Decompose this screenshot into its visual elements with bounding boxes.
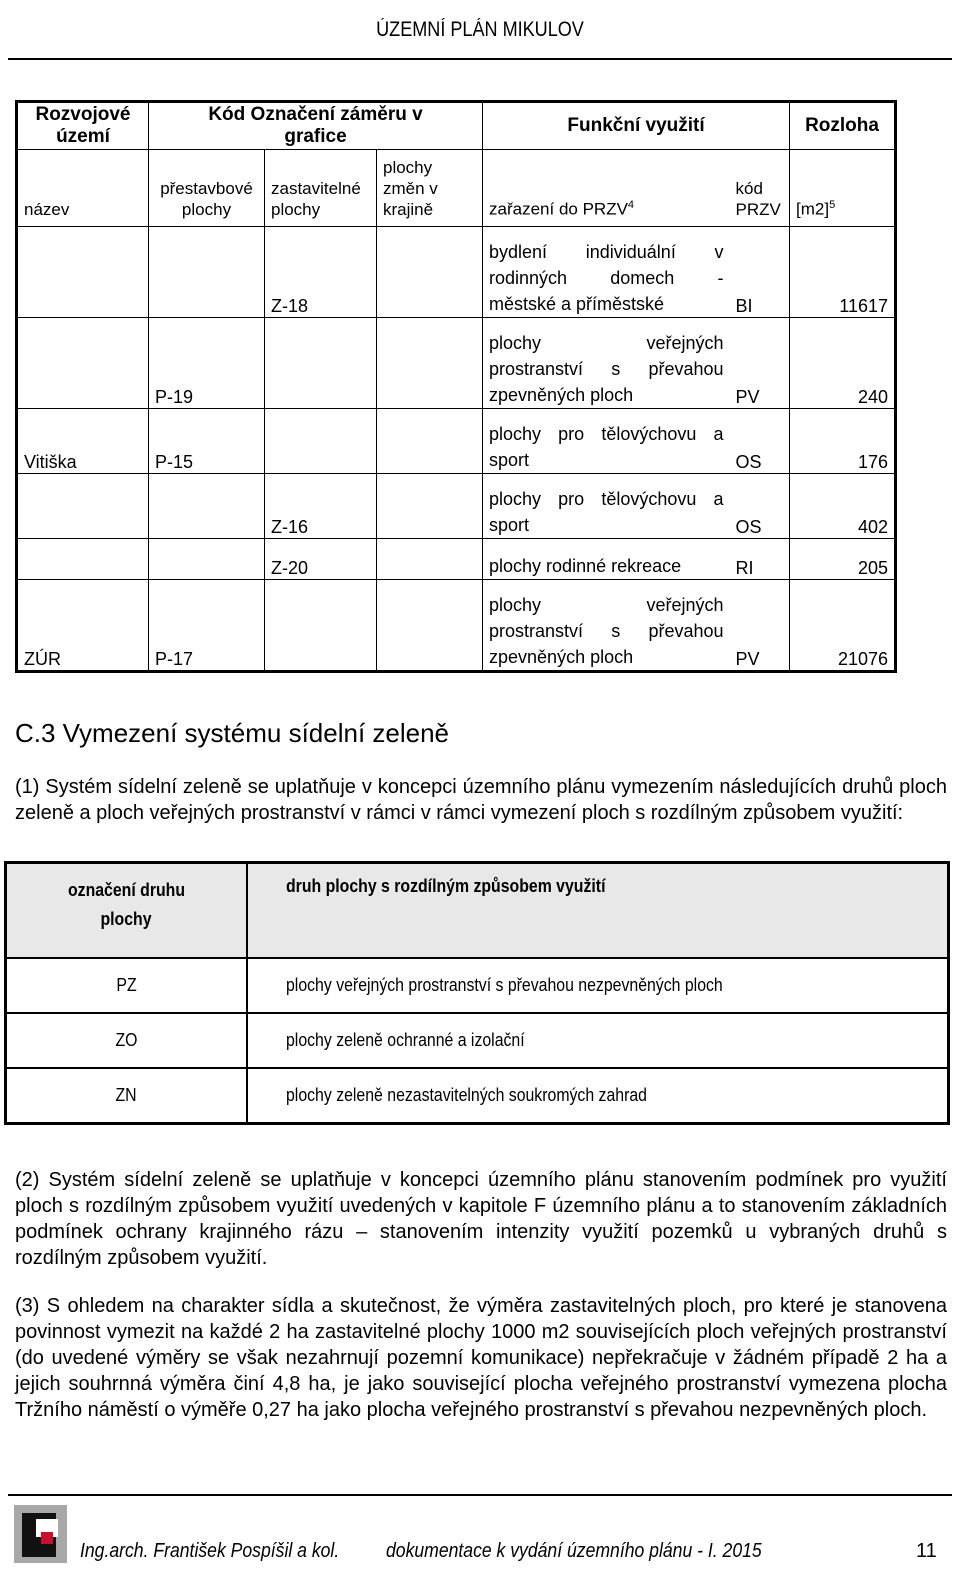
cell-plochy-zmen: [377, 409, 483, 474]
cell-zastavitelne: [265, 409, 377, 474]
t2-head-code-line1: označení druhu: [67, 880, 185, 900]
greenery-types-table: [4, 861, 950, 1125]
funkcni-line: rodinných domech -: [489, 268, 724, 288]
m2-label: [m2]: [796, 200, 830, 219]
cell-description: [247, 1013, 949, 1068]
cell-kod-przv: PV: [730, 580, 790, 672]
col-head-funkcni: Funkční využití: [483, 102, 790, 150]
cell-kod-przv: RI: [730, 539, 790, 580]
page-number: 11: [916, 1540, 937, 1562]
sub-head-kod-przv: kód PRZV: [730, 150, 790, 227]
funkcni-line: městské a příměstské: [489, 294, 665, 314]
cell-zastavitelne: [265, 318, 377, 409]
cell-plochy-zmen: [377, 580, 483, 672]
cell-kod-przv: OS: [730, 409, 790, 474]
company-logo: [14, 1505, 67, 1563]
page-header: ÚZEMNÍ PLÁN MIKULOV: [376, 18, 584, 41]
footer-author: Ing.arch. František Pospíšil a kol.: [80, 1540, 340, 1562]
cell-rozloha: 176: [790, 409, 896, 474]
code-label: ZN: [115, 1085, 137, 1105]
cell-prestavbove: P-19: [149, 318, 265, 409]
funkcni-line: prostranství s převahou: [489, 621, 724, 641]
cell-funkcni: [483, 318, 730, 409]
funkcni-line: plochy veřejných: [489, 595, 724, 615]
cell-zastavitelne: Z-18: [265, 227, 377, 318]
t2-head-desc-label: druh plochy s rozdílným způsobem využití: [285, 876, 605, 896]
t2-head-code: [6, 863, 247, 959]
paragraph-2: (2) Systém sídelní zeleně se uplatňuje v koncepci územního plánu stanovením podmínek pro využití ploch s rozdílným způsobem využití uvedených v kapitole F územního plánu a to stanovením základních podmínek ochrany krajinného rázu – stanovením intenzity využití pozemků u vybraných druhů s rozdílným způsobem využití.: [15, 1169, 947, 1269]
cell-plochy-zmen: [377, 318, 483, 409]
cell-nazev: Vitiška: [17, 409, 149, 474]
funkcni-line: sport: [489, 450, 530, 470]
description-label: plochy zeleně nezastavitelných soukromých zahrad: [285, 1085, 647, 1105]
cell-description: [247, 958, 949, 1013]
cell-kod-przv: OS: [730, 474, 790, 539]
cell-plochy-zmen: [377, 474, 483, 539]
table-row: [6, 1013, 949, 1068]
development-areas-table: [15, 100, 897, 673]
cell-description: [247, 1068, 949, 1124]
m2-footnote: 5: [829, 199, 836, 212]
cell-zastavitelne: [265, 580, 377, 672]
header-divider: [8, 58, 952, 60]
table-row: [6, 1068, 949, 1124]
cell-funkcni: [483, 580, 730, 672]
table-row: [17, 539, 896, 580]
sub-head-plochy-zmen: plochy změn v krajině: [377, 150, 483, 227]
cell-nazev: ZÚR: [17, 580, 149, 672]
cell-rozloha: 205: [790, 539, 896, 580]
cell-funkcni: [483, 227, 730, 318]
funkcni-line: plochy pro tělovýchovu a: [489, 489, 724, 509]
funkcni-line: sport: [489, 515, 530, 535]
table-row: [17, 474, 896, 539]
sub-head-m2: [790, 150, 896, 227]
table-row: [17, 318, 896, 409]
funkcni-line: plochy rodinné rekreace: [489, 556, 682, 576]
cell-prestavbove: [149, 474, 265, 539]
zarazeni-footnote: 4: [627, 199, 635, 212]
cell-funkcni: [483, 539, 730, 580]
paragraph-3: (3) S ohledem na charakter sídla a skutečnost, že výměra zastavitelných ploch, pro které je stanovena povinnost vymezit na každé 2 ha zastavitelné plochy 1000 m2 souvisejících ploch veřejných prostranství (do uvedené výměry se však nezahrnují pozemní komunikace) nepřekračuje v žádném případě 2 ha a jejich souhrnná výměra činí 4,8 ha, je jako související plocha veřejného prostranství vymezena plocha Tržního náměstí o výměře 0,27 ha jako plocha veřejného prostranství s převahou nezpevněných ploch.: [15, 1295, 947, 1421]
t2-head-desc: [247, 863, 949, 959]
description-label: plochy zeleně ochranné a izolační: [285, 1030, 525, 1050]
cell-funkcni: [483, 474, 730, 539]
zarazeni-label: zařazení do PRZV: [489, 200, 628, 219]
sub-head-zastavitelne: zastavitelné plochy: [265, 150, 377, 227]
cell-rozloha: 21076: [790, 580, 896, 672]
cell-prestavbove: P-17: [149, 580, 265, 672]
cell-nazev: [17, 227, 149, 318]
t2-head-code-line2: plochy: [100, 909, 152, 929]
col-head-rozvojove: Rozvojové území: [17, 102, 149, 150]
funkcni-line: plochy veřejných: [489, 333, 724, 353]
funkcni-line: prostranství s převahou: [489, 359, 724, 379]
code-label: ZO: [115, 1030, 138, 1050]
funkcni-line: plochy pro tělovýchovu a: [489, 424, 724, 444]
cell-prestavbove: [149, 227, 265, 318]
cell-plochy-zmen: [377, 227, 483, 318]
cell-rozloha: 11617: [790, 227, 896, 318]
sub-head-prestavbove: přestavbové plochy: [149, 150, 265, 227]
funkcni-line: zpevněných ploch: [489, 647, 634, 667]
cell-code: [6, 1013, 247, 1068]
cell-zastavitelne: Z-20: [265, 539, 377, 580]
table-row: [17, 580, 896, 672]
table-row: [17, 227, 896, 318]
sub-head-nazev: název: [17, 150, 149, 227]
col-head-rozloha: Rozloha: [790, 102, 896, 150]
funkcni-line: zpevněných ploch: [489, 385, 634, 405]
cell-rozloha: 402: [790, 474, 896, 539]
footer-document: dokumentace k vydání územního plánu - I. 2015: [386, 1540, 762, 1562]
cell-plochy-zmen: [377, 539, 483, 580]
cell-prestavbove: [149, 539, 265, 580]
cell-rozloha: 240: [790, 318, 896, 409]
cell-nazev: [17, 318, 149, 409]
section-title: C.3 Vymezení systému sídelní zeleně: [15, 718, 450, 748]
footer-divider: [8, 1494, 952, 1496]
funkcni-line: bydlení individuální v: [489, 242, 724, 262]
cell-funkcni: [483, 409, 730, 474]
table-row: [17, 409, 896, 474]
cell-prestavbove: P-15: [149, 409, 265, 474]
cell-code: [6, 1068, 247, 1124]
cell-kod-przv: PV: [730, 318, 790, 409]
cell-code: [6, 958, 247, 1013]
cell-zastavitelne: Z-16: [265, 474, 377, 539]
table-row: [6, 958, 949, 1013]
cell-nazev: [17, 474, 149, 539]
sub-head-zarazeni: [483, 150, 730, 227]
cell-nazev: [17, 539, 149, 580]
description-label: plochy veřejných prostranství s převahou nezpevněných ploch: [285, 975, 723, 995]
cell-kod-przv: BI: [730, 227, 790, 318]
paragraph-1: (1) Systém sídelní zeleně se uplatňuje v koncepci územního plánu vymezením následujících druhů ploch zeleně a ploch veřejných prostranství v rámci v rámci vymezení ploch s rozdílným způsobem využití:: [15, 776, 947, 824]
col-head-kod: Kód Označení záměru v grafice: [149, 102, 483, 150]
code-label: PZ: [116, 975, 137, 995]
